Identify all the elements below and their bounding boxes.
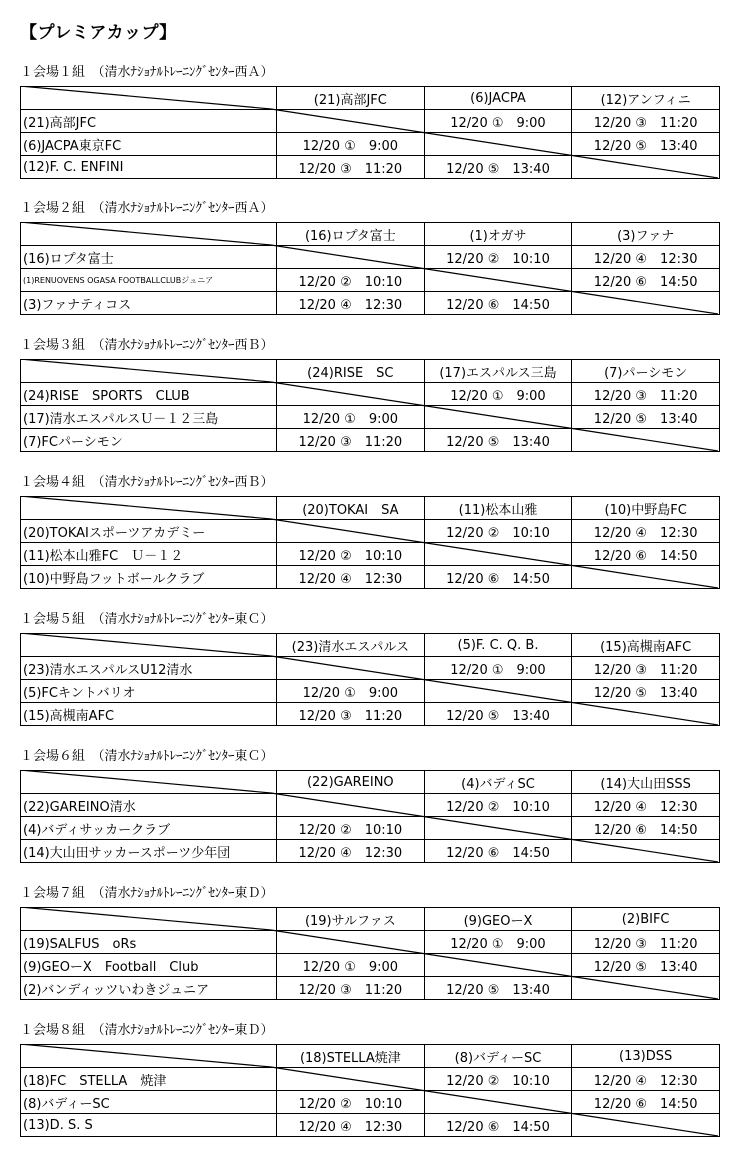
header-team: (7)パーシモン: [572, 360, 720, 383]
table-row: [21, 110, 720, 133]
match-cell: 12/20 ① 9:00: [277, 680, 425, 703]
match-cell: 12/20 ③ 11:20: [277, 429, 425, 452]
group-title: １会場３組 （清水ﾅｼｮﾅﾙﾄﾚｰﾆﾝｸﾞｾﾝﾀｰ西Ｂ）: [20, 338, 274, 353]
match-cell: 12/20 ① 9:00: [277, 954, 425, 977]
team-name: (19)SALFUS oRs: [21, 931, 277, 954]
team-name: (4)バディサッカークラブ: [21, 817, 277, 840]
match-cell: 12/20 ⑥ 14:50: [572, 1091, 720, 1114]
header-row: [21, 771, 720, 794]
header-team: (18)STELLA焼津: [277, 1045, 425, 1068]
match-cell: 12/20 ② 10:10: [277, 269, 425, 292]
self-match-cell: [424, 817, 572, 840]
match-cell: 12/20 ① 9:00: [424, 931, 572, 954]
self-match-cell: [572, 429, 720, 452]
self-match-cell: [572, 1114, 720, 1137]
team-name: (8)バディーSC: [21, 1091, 277, 1114]
header-team: (5)F. C. Q. B.: [424, 634, 572, 657]
team-name: (6)JACPA東京FC: [21, 133, 277, 156]
league-table-wrap: [20, 1044, 720, 1137]
header-team: (1)オガサ: [424, 223, 572, 246]
league-table: [20, 1044, 720, 1137]
self-match-cell: [277, 1068, 425, 1091]
header-team: (19)サルファス: [277, 908, 425, 931]
header-team: (17)エスパルス三島: [424, 360, 572, 383]
match-cell: 12/20 ⑤ 13:40: [572, 680, 720, 703]
match-cell: 12/20 ④ 12:30: [572, 1068, 720, 1091]
page-title: 【プレミアカップ】: [20, 23, 177, 43]
group-title: １会場４組 （清水ﾅｼｮﾅﾙﾄﾚｰﾆﾝｸﾞｾﾝﾀｰ西Ｂ）: [20, 475, 274, 490]
league-table-wrap: [20, 359, 720, 452]
self-match-cell: [424, 269, 572, 292]
table-row: [21, 954, 720, 977]
match-cell: 12/20 ⑥ 14:50: [572, 543, 720, 566]
header-team: (14)大山田SSS: [572, 771, 720, 794]
match-cell: 12/20 ① 9:00: [424, 657, 572, 680]
self-match-cell: [277, 794, 425, 817]
team-name: (7)FCパーシモン: [21, 429, 277, 452]
self-match-cell: [277, 110, 425, 133]
team-name: (1)RENUOVENS OGASA FOOTBALLCLUBジュニア: [21, 269, 277, 292]
team-name: (21)高部JFC: [21, 110, 277, 133]
team-name: (23)清水エスパルスU12清水: [21, 657, 277, 680]
group-title: １会場７組 （清水ﾅｼｮﾅﾙﾄﾚｰﾆﾝｸﾞｾﾝﾀｰ東Ｄ）: [20, 886, 274, 901]
match-cell: 12/20 ⑤ 13:40: [424, 156, 572, 179]
self-match-cell: [424, 406, 572, 429]
header-team: (12)アンフィニ: [572, 87, 720, 110]
self-match-cell: [277, 931, 425, 954]
header-team: (10)中野島FC: [572, 497, 720, 520]
team-name: (15)高槻南AFC: [21, 703, 277, 726]
header-row: [21, 223, 720, 246]
match-cell: 12/20 ⑥ 14:50: [424, 1114, 572, 1137]
header-row: [21, 360, 720, 383]
table-row: [21, 1068, 720, 1091]
team-name: (13)D. S. S: [21, 1114, 277, 1137]
self-match-cell: [424, 133, 572, 156]
match-cell: 12/20 ④ 12:30: [277, 840, 425, 863]
team-name: (3)ファナティコス: [21, 292, 277, 315]
match-cell: 12/20 ⑥ 14:50: [572, 817, 720, 840]
self-match-cell: [572, 703, 720, 726]
header-team: (2)BIFC: [572, 908, 720, 931]
match-cell: 12/20 ④ 12:30: [277, 292, 425, 315]
corner-cell: [21, 223, 277, 246]
match-cell: 12/20 ⑤ 13:40: [424, 429, 572, 452]
match-cell: 12/20 ① 9:00: [424, 110, 572, 133]
league-table: [20, 359, 720, 452]
table-row: [21, 1114, 720, 1137]
header-row: [21, 1045, 720, 1068]
table-row: [21, 292, 720, 315]
header-team: (13)DSS: [572, 1045, 720, 1068]
team-name: (9)GEOーX Football Club: [21, 954, 277, 977]
header-team: (11)松本山雅: [424, 497, 572, 520]
match-cell: 12/20 ④ 12:30: [572, 246, 720, 269]
match-cell: 12/20 ② 10:10: [424, 520, 572, 543]
self-match-cell: [277, 520, 425, 543]
table-row: [21, 1091, 720, 1114]
corner-cell: [21, 87, 277, 110]
match-cell: 12/20 ④ 12:30: [572, 794, 720, 817]
self-match-cell: [424, 543, 572, 566]
table-row: [21, 383, 720, 406]
header-team: (8)バディーSC: [424, 1045, 572, 1068]
team-name: (22)GAREINO清水: [21, 794, 277, 817]
match-cell: 12/20 ② 10:10: [277, 543, 425, 566]
league-group: [20, 1022, 720, 1137]
match-cell: 12/20 ⑥ 14:50: [424, 840, 572, 863]
team-name: (17)清水エスパルスＵ－１２三島: [21, 406, 277, 429]
group-title: １会場８組 （清水ﾅｼｮﾅﾙﾄﾚｰﾆﾝｸﾞｾﾝﾀｰ東Ｄ）: [20, 1023, 274, 1038]
self-match-cell: [572, 292, 720, 315]
team-name: (11)松本山雅FC Ｕ－１２: [21, 543, 277, 566]
corner-cell: [21, 771, 277, 794]
table-row: [21, 520, 720, 543]
header-row: [21, 908, 720, 931]
team-name: (18)FC STELLA 焼津: [21, 1068, 277, 1091]
table-row: [21, 566, 720, 589]
table-row: [21, 931, 720, 954]
match-cell: 12/20 ⑤ 13:40: [572, 133, 720, 156]
match-cell: 12/20 ③ 11:20: [277, 156, 425, 179]
match-cell: 12/20 ④ 12:30: [277, 1114, 425, 1137]
table-row: [21, 133, 720, 156]
table-row: [21, 680, 720, 703]
header-team: (15)高槻南AFC: [572, 634, 720, 657]
table-row: [21, 817, 720, 840]
table-row: [21, 406, 720, 429]
league-group: [20, 337, 720, 452]
header-team: (9)GEOーX: [424, 908, 572, 931]
header-row: [21, 87, 720, 110]
header-team: (6)JACPA: [424, 87, 572, 110]
league-table: [20, 907, 720, 1000]
league-table-wrap: [20, 907, 720, 1000]
match-cell: 12/20 ① 9:00: [424, 383, 572, 406]
league-table: [20, 86, 720, 179]
corner-cell: [21, 634, 277, 657]
table-row: [21, 977, 720, 1000]
league-table-wrap: [20, 770, 720, 863]
team-name: (14)大山田サッカースポーツ少年団: [21, 840, 277, 863]
table-row: [21, 429, 720, 452]
group-title: １会場２組 （清水ﾅｼｮﾅﾙﾄﾚｰﾆﾝｸﾞｾﾝﾀｰ西Ａ）: [20, 201, 274, 216]
league-table-wrap: [20, 496, 720, 589]
match-cell: 12/20 ④ 12:30: [277, 566, 425, 589]
team-name: (5)FCキントバリオ: [21, 680, 277, 703]
team-name: (16)ロプタ富士: [21, 246, 277, 269]
match-cell: 12/20 ② 10:10: [424, 1068, 572, 1091]
header-team: (20)TOKAI SA: [277, 497, 425, 520]
match-cell: 12/20 ③ 11:20: [572, 383, 720, 406]
match-cell: 12/20 ② 10:10: [277, 1091, 425, 1114]
league-table: [20, 222, 720, 315]
match-cell: 12/20 ① 9:00: [277, 406, 425, 429]
table-row: [21, 703, 720, 726]
self-match-cell: [277, 246, 425, 269]
league-table-wrap: [20, 86, 720, 179]
match-cell: 12/20 ③ 11:20: [572, 931, 720, 954]
table-row: [21, 269, 720, 292]
match-cell: 12/20 ⑥ 14:50: [424, 566, 572, 589]
match-cell: 12/20 ③ 11:20: [572, 657, 720, 680]
league-table: [20, 496, 720, 589]
corner-cell: [21, 497, 277, 520]
league-group: [20, 64, 720, 179]
team-name: (12)F. C. ENFINI: [21, 156, 277, 179]
header-team: (21)高部JFC: [277, 87, 425, 110]
match-cell: 12/20 ⑥ 14:50: [572, 269, 720, 292]
match-cell: 12/20 ⑤ 13:40: [424, 977, 572, 1000]
table-row: [21, 543, 720, 566]
table-row: [21, 657, 720, 680]
match-cell: 12/20 ② 10:10: [424, 246, 572, 269]
match-cell: 12/20 ③ 11:20: [277, 703, 425, 726]
league-table-wrap: [20, 633, 720, 726]
header-team: (23)清水エスパルス: [277, 634, 425, 657]
header-team: (16)ロプタ富士: [277, 223, 425, 246]
group-title: １会場５組 （清水ﾅｼｮﾅﾙﾄﾚｰﾆﾝｸﾞｾﾝﾀｰ東Ｃ）: [20, 612, 274, 627]
self-match-cell: [424, 1091, 572, 1114]
header-team: (24)RISE SC: [277, 360, 425, 383]
header-team: (4)バディSC: [424, 771, 572, 794]
corner-cell: [21, 908, 277, 931]
self-match-cell: [572, 156, 720, 179]
match-cell: 12/20 ③ 11:20: [572, 110, 720, 133]
table-row: [21, 840, 720, 863]
self-match-cell: [277, 383, 425, 406]
team-name: (20)TOKAIスポーツアカデミー: [21, 520, 277, 543]
league-table: [20, 770, 720, 863]
self-match-cell: [572, 566, 720, 589]
group-title: １会場１組 （清水ﾅｼｮﾅﾙﾄﾚｰﾆﾝｸﾞｾﾝﾀｰ西Ａ）: [20, 65, 274, 80]
team-name: (2)バンディッツいわきジュニア: [21, 977, 277, 1000]
team-name: (24)RISE SPORTS CLUB: [21, 383, 277, 406]
header-row: [21, 497, 720, 520]
corner-cell: [21, 1045, 277, 1068]
league-group: [20, 611, 720, 726]
match-cell: 12/20 ④ 12:30: [572, 520, 720, 543]
team-name: (10)中野島フットボールクラブ: [21, 566, 277, 589]
header-team: (22)GAREINO: [277, 771, 425, 794]
header-team: (3)ファナ: [572, 223, 720, 246]
self-match-cell: [572, 977, 720, 1000]
match-cell: 12/20 ③ 11:20: [277, 977, 425, 1000]
league-group: [20, 200, 720, 315]
match-cell: 12/20 ⑤ 13:40: [572, 406, 720, 429]
self-match-cell: [277, 657, 425, 680]
self-match-cell: [424, 954, 572, 977]
match-cell: 12/20 ① 9:00: [277, 133, 425, 156]
table-row: [21, 156, 720, 179]
corner-cell: [21, 360, 277, 383]
match-cell: 12/20 ⑤ 13:40: [572, 954, 720, 977]
league-group: [20, 748, 720, 863]
table-row: [21, 794, 720, 817]
league-table-wrap: [20, 222, 720, 315]
league-group: [20, 885, 720, 1000]
league-table: [20, 633, 720, 726]
match-cell: 12/20 ⑥ 14:50: [424, 292, 572, 315]
table-row: [21, 246, 720, 269]
self-match-cell: [572, 840, 720, 863]
match-cell: 12/20 ② 10:10: [424, 794, 572, 817]
self-match-cell: [424, 680, 572, 703]
match-cell: 12/20 ② 10:10: [277, 817, 425, 840]
group-title: １会場６組 （清水ﾅｼｮﾅﾙﾄﾚｰﾆﾝｸﾞｾﾝﾀｰ東Ｃ）: [20, 749, 274, 764]
league-group: [20, 474, 720, 589]
match-cell: 12/20 ⑤ 13:40: [424, 703, 572, 726]
header-row: [21, 634, 720, 657]
